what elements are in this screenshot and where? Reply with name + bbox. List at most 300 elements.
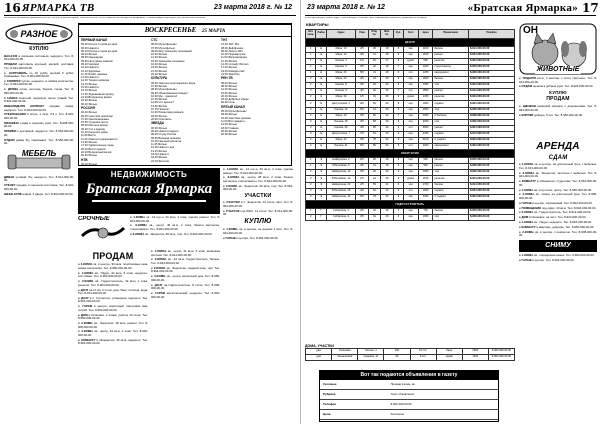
classified-ad [519, 172, 597, 179]
table-cell: 31 [368, 70, 381, 76]
ad-keyword: ОПИЛКИ [4, 129, 18, 134]
masthead-right: «Братская Ярмарка» [467, 2, 578, 15]
ad-text: в п. Энергетик, 10 соток, свет. Тел. 8-904-000-00-00. [223, 200, 293, 209]
ad-text: кв., 12 м.р-н, 33 кв.м, 4 этаж, сделан ремонт. Тел. 8-914-000-00-00. [130, 216, 220, 223]
tv-listing: 09.20 Сто к одному [81, 127, 105, 131]
tv-listing: 06.00 Фильм [151, 126, 167, 130]
mebel-ads-list [4, 176, 74, 196]
table-cell: 6 [393, 83, 403, 89]
ad-keyword: ● КОМНАТУ [78, 337, 97, 342]
table-cell: 30 [381, 101, 394, 107]
table-cell: Чекановский [332, 355, 358, 361]
table-cell: 17 [381, 58, 394, 64]
tv-listing: 11.20 Смеяться разрешается [81, 137, 118, 141]
rent-ads-list [519, 163, 597, 238]
table-cell: 2 [306, 176, 316, 182]
table-cell: Ц [316, 46, 326, 52]
sample-ad-label: Срочные [323, 381, 337, 386]
table-cell: Мира, 20 [326, 70, 355, 76]
tv-listing: 09.00 Непутевые заметки [81, 59, 113, 63]
table-cell: 8-964-000-00-00 [468, 194, 514, 200]
rent-heading: АРЕНДА [536, 141, 580, 152]
table-cell: Ц [316, 89, 326, 95]
animals-on-label: ОН [523, 25, 538, 36]
tv-listing: 13.15 Фильм [81, 82, 97, 86]
table-cell: 64 [368, 131, 381, 137]
ad-text: котят, 2 месяца, к лотку приучены. Тел. 8-914-000-00-00. [519, 76, 597, 84]
table-cell: 29 [381, 176, 394, 182]
table-cell: хор. [404, 164, 419, 170]
tv-listing: 16.00 Фильм [221, 91, 237, 95]
ad-keyword: ● ГАРАЖ [519, 257, 533, 262]
tv-column [81, 38, 149, 166]
table-cell: дом [306, 355, 332, 361]
classified-ad [151, 292, 220, 299]
tv-listing: 06.00 Новости [81, 46, 99, 50]
table-cell: 3 [306, 119, 316, 125]
table-cell: отл. [404, 125, 419, 131]
ad-text: в квартире, девушке. Тел. 8-950-000-00-00. [536, 225, 595, 230]
table-cell: 1 [306, 158, 316, 164]
table-header-row [306, 29, 515, 38]
table-row [306, 355, 515, 361]
table-cell: 6 [393, 77, 403, 83]
tv-listing: 20.00 Спектакль [151, 117, 172, 121]
district-name: ЦЕНТР [306, 38, 515, 46]
tv-listing: 10.20 Фильм [151, 53, 167, 57]
table-cell: Ц [316, 77, 326, 83]
table-column-header: Кух. [393, 29, 403, 38]
ad-keyword: ● ДРОВА [4, 87, 20, 92]
table-cell: 1250 [418, 70, 433, 76]
table-cell: 1450 [418, 95, 433, 101]
ad-keyword: ● КОРОВУ [519, 112, 535, 117]
table-cell: 1100 [418, 46, 433, 52]
table-cell: решетки [433, 95, 469, 101]
table-cell: 900 [418, 158, 433, 164]
table-cell: 8-908-000-00-00 [468, 164, 514, 170]
classified-ad [223, 210, 293, 217]
classified-ad [519, 77, 597, 84]
srochnye-ads [130, 216, 220, 250]
table-cell: 1 [306, 208, 316, 214]
table-cell: 6 [393, 58, 403, 64]
table-cell: Э [316, 194, 326, 200]
classified-ad [519, 193, 597, 200]
tv-listing: 04.40 Фильм [81, 111, 97, 115]
table-column-header: Общ. пл. [368, 29, 381, 38]
table-cell: евроремонт [433, 70, 469, 76]
table-cell: 8-964-000-00-00 [468, 144, 514, 150]
mebel-banner [4, 149, 74, 173]
table-cell: Наймушина, 10 [326, 170, 355, 176]
table-cell: ремонт [433, 89, 469, 95]
tv-listing: 13.00 Новости дня [151, 146, 175, 150]
classified-ad [4, 88, 74, 95]
ad-keyword: ● ГАРАЖ [519, 200, 533, 205]
table-cell: 52 [381, 194, 394, 200]
tv-listing: 08.00 Фильм [221, 113, 237, 117]
table-cell: 2450 [418, 131, 433, 137]
table-cell: Мира, 12 [326, 52, 355, 58]
table-cell: торг [433, 119, 469, 125]
table-cell: 8-914-000-00-00 [468, 182, 514, 188]
ad-keyword: ● 1-КОМН. [223, 168, 241, 171]
tv-listing: 08.00 Деффчонки [221, 46, 244, 50]
table-cell: 60 [368, 113, 381, 119]
table-cell: 1/5 [356, 95, 369, 101]
ad-text: диван б/у, самовывоз. Тел. 8-950-000-00-00. [4, 137, 74, 146]
table-body [306, 38, 515, 220]
srochnye-ads-list [130, 216, 220, 236]
table-cell: Сибирская, 3 [326, 208, 355, 214]
table-cell: Ленина, 3 [326, 58, 355, 64]
raznoe-title: РАЗНОЕ [20, 28, 58, 39]
classified-ad [4, 80, 74, 87]
sample-ad-title: Вот так подаются объявления в газету [320, 371, 498, 380]
snimu-ads-list [519, 254, 597, 262]
kuplu-heading: КУПЛЮ [244, 218, 272, 226]
ad-text: новый, 3 двери. Тел. 8-964-000-00-00. [22, 191, 74, 196]
table-column-header: Район [316, 29, 326, 38]
table-cell: 8-902-000-00-00 [468, 119, 514, 125]
table-cell: отл. [404, 70, 419, 76]
ad-keyword: ● 3-КОМН. [130, 231, 146, 236]
ad-text: перегной, чернозем, песок, гравий. Тел. 8-902-000-00-00. [4, 95, 74, 104]
district-name: ЭНЕРГЕТИК [306, 150, 515, 158]
table-cell: 2 [306, 107, 316, 113]
sample-ad-row [320, 400, 498, 410]
table-cell: 9 [393, 138, 403, 144]
sample-ad-row [320, 390, 498, 400]
table-cell: 2 лоджии [433, 194, 469, 200]
table-cell: Ц [316, 113, 326, 119]
tv-listing: 15.00 Новости [81, 86, 99, 90]
table-cell: хор. [404, 170, 419, 176]
table-cell: 1 [306, 64, 316, 70]
table-cell: Кирова, 5 [326, 64, 355, 70]
table-cell: 1900 [418, 101, 433, 107]
table-cell: 30 [368, 208, 381, 214]
table-cell: балкон [433, 182, 469, 188]
table-cell: 750 [418, 208, 433, 214]
table-cell: 8-914-000-00-00 [468, 46, 514, 52]
tv-listing: 20.00 Фильм [221, 129, 237, 133]
ad-keyword: ● ДАЧУ [78, 287, 90, 292]
tv-listing: 15.15 Пешком... [151, 108, 171, 111]
table-cell: 52 [381, 138, 394, 144]
table-cell: хор. [404, 52, 419, 58]
table-cell: 58 [368, 119, 381, 125]
table-cell: 50 [368, 101, 381, 107]
ad-text: с доставкой, недорого. Тел. 8-964-000-00-00. [4, 129, 74, 137]
ad-text: щенков в добрые руки. Тел. 8-924-000-00-00. [532, 84, 594, 89]
table-cell: Э [316, 158, 326, 164]
ad-keyword: ОТДАМ [4, 137, 17, 142]
table-cell: 8-950-000-00-00 [468, 158, 514, 164]
table-cell: 8-902-000-00-00 [488, 349, 514, 355]
table-cell: 18 [381, 164, 394, 170]
tv-listing: 23.20 Фильм [151, 72, 167, 76]
tv-listing: 13.15 Фильм [151, 149, 167, 153]
tv-listing: 22.00 Воскресный вечер [81, 150, 112, 154]
tv-listing: 12.00 Новости [81, 76, 99, 80]
table-cell: Э [316, 182, 326, 188]
ad-text: кв. в центре, не дороже 1 млн. Тел. 8-924-000-00-00. [223, 227, 293, 235]
classified-ad [519, 85, 597, 89]
table-cell: 18 [381, 158, 394, 164]
tv-listing: 05.00 Фильм [221, 81, 237, 85]
classified-ad [78, 289, 148, 296]
classified-ad [519, 231, 597, 238]
table-cell: лоджия [433, 188, 469, 194]
table-cell: 1650 [418, 83, 433, 89]
classified-ad [130, 233, 220, 237]
table-cell: Г [316, 208, 326, 214]
animals-prodam-heading: ПРОДАМ [546, 96, 570, 103]
ad-keyword: ● 1-КОМН. [78, 262, 94, 267]
ad-text: куплю, недорого, в любом количестве. Тел. 8-964-000-00-00. [4, 78, 74, 87]
table-cell: 46 [368, 89, 381, 95]
ad-text: кв., центр, 45 кв.м, 2 этаж, балкон застеклен, стеклопакеты. Тел. 8-924-000-00-00. [223, 175, 293, 183]
ad-keyword: ● 1-КОМН. [151, 250, 168, 253]
prodam-column-2 [151, 250, 220, 422]
table-cell: 3/5 [356, 64, 369, 70]
houses-block [305, 344, 515, 368]
sample-ad-value: бесплатно [390, 411, 405, 416]
classified-ad [78, 314, 148, 321]
table-cell: 3/5 [356, 113, 369, 119]
ad-keyword: ● ЩЕНКОВ [519, 104, 538, 109]
table-cell: 2/5 [356, 46, 369, 52]
table-cell: хор. [404, 46, 419, 52]
ad-keyword: ● 1-КОМН. [223, 227, 240, 232]
raznoe-kuplu-heading: КУПЛЮ [29, 46, 49, 52]
ad-keyword: ● ДОМ [519, 215, 530, 220]
table-cell: 6 [393, 52, 403, 58]
houses-table-body [306, 349, 515, 361]
classified-ad [78, 330, 148, 337]
tv-listing: 00.40 Фильм [81, 102, 97, 106]
tv-listing: 19.00 Комеди клаб [221, 69, 245, 73]
table-cell: 950 [418, 58, 433, 64]
table-cell: Мира, 30 [326, 95, 355, 101]
table-cell: Э [316, 176, 326, 182]
table-cell: 1800 [418, 89, 433, 95]
uchastki-ads-list [223, 201, 293, 216]
table-cell: 8-924-000-00-00 [468, 52, 514, 58]
table-column-header: Адрес [326, 29, 355, 38]
table-cell: 9 [393, 101, 403, 107]
table-cell: Лесная, 4 [358, 349, 384, 355]
classified-ad [78, 322, 148, 329]
table-cell: Ц [316, 52, 326, 58]
table-cell: 8-902-000-00-00 [468, 170, 514, 176]
table-cell: балкон [433, 158, 469, 164]
table-cell: Ц [316, 119, 326, 125]
table-cell: 7/9 [356, 131, 369, 137]
table-cell: 8-950-000-00-00 [468, 107, 514, 113]
tv-listing: 17.00 Фильм [221, 66, 237, 70]
ad-keyword: ● УЧАСТОК [223, 200, 241, 205]
table-cell: Э [316, 170, 326, 176]
ad-text: кв. в центре, 30 кв.м, пластиковые окна, новая сантехника. Тел. 8-950-000-00-00. [78, 262, 148, 270]
table-cell: евроремонт [433, 144, 469, 150]
table-cell: гараж [436, 355, 462, 361]
logo-underline [92, 200, 206, 202]
tv-listing: 09.25 Обыкновенный концерт [151, 91, 189, 95]
ad-text: в Осиновке, 2 этажа, участок 10 соток. Тел. 8-950-000-00-00. [78, 312, 148, 321]
district-group-row [306, 150, 515, 158]
tv-listing: 19.00 Фильм [151, 66, 167, 70]
table-cell: 18 [381, 64, 394, 70]
table-cell: 65 [368, 125, 381, 131]
ad-text: кв., Энергетик, средний этаж, торг. Тел. 8-964-000-00-00. [151, 265, 220, 274]
table-cell: 4/9 [356, 125, 369, 131]
table-cell: 3 [306, 125, 316, 131]
animals-banner [519, 23, 597, 75]
table-cell: 4 [306, 138, 316, 144]
table-cell: 1200 [418, 64, 433, 70]
table-cell: 2/5 [356, 208, 369, 214]
table-cell: Мира, 10 [326, 46, 355, 52]
tv-listing: 00.00 Соль [221, 101, 235, 105]
classified-ad [4, 97, 74, 104]
snimu-banner [519, 240, 597, 252]
ad-text: под офис, 40 кв.м. Тел. 8-904-000-00-00. [541, 205, 597, 210]
table-cell: 8-908-000-00-00 [468, 214, 514, 220]
ad-keyword: ● СОЛЯРКУ [4, 78, 22, 83]
table-cell: 6 [393, 176, 403, 182]
prodam-ads-list [78, 263, 148, 346]
tv-listing: 16.30 Романтика романса [151, 111, 184, 115]
tv-listing: 15.00 Уральские пельмени [151, 59, 185, 63]
tv-listing: 09.00 Шоу Уральских пельменей [151, 49, 192, 53]
table-cell: 8-902-000-00-00 [468, 77, 514, 83]
tv-listing: 12.55 Что делать? [151, 101, 174, 105]
sample-ad-value: Продам 1-комн. кв. [390, 381, 416, 386]
table-cell: торг [433, 214, 469, 220]
right-page [300, 0, 600, 424]
tv-listing: 12.00 Фильм [221, 123, 237, 127]
table-cell: Г [316, 214, 326, 220]
ad-text: кв., Энергетик, 60 кв.м, торг. Тел. 8-964-000-00-00. [223, 183, 293, 192]
ad-keyword: ● 2-КОМН. [151, 257, 168, 262]
table-cell: 8-908-000-00-00 [468, 113, 514, 119]
table-cell: хор. [404, 138, 419, 144]
table-cell: 59 [368, 182, 381, 188]
table-cell: хор. [404, 113, 419, 119]
table-cell: 2 лоджии [433, 138, 469, 144]
ad-text: картофель крупный, мелкий, доставка. Тел. 8-924-000-00-00. [4, 62, 74, 70]
classified-ad [151, 258, 220, 265]
tv-listing: 06.10 Россия от края до края [81, 49, 118, 53]
table-cell: 2/5 [356, 77, 369, 83]
table-cell: 3/5 [356, 214, 369, 220]
table-cell: 4/5 [356, 164, 369, 170]
table-cell: 78 [368, 138, 381, 144]
subheader-note-right: В таблицах указаны: район, адрес, этаж, площадь, состояние, цена. Информацию уточняйте у продавцов по телефону. [305, 17, 427, 19]
tv-listing: 07.35 Мультфильм [151, 46, 175, 50]
table-cell: 32 [368, 64, 381, 70]
tv-listing: 10.45 Научный детектив [151, 139, 182, 143]
table-cell: 29 [381, 214, 394, 220]
tv-channel-name: СТС [151, 37, 158, 42]
tv-listing: 05.00 Фильм [81, 162, 97, 166]
table-cell: торг [433, 170, 469, 176]
table-cell: Ц [316, 107, 326, 113]
tv-listing: 20.00 Вести недели [81, 147, 106, 151]
apartments-table-title: КВАРТИРЫ [306, 23, 329, 27]
classified-ad [130, 224, 220, 231]
classified-ad [151, 284, 220, 291]
table-cell: 1150 [418, 52, 433, 58]
ad-keyword: ● ГАРАЖ [151, 290, 167, 295]
table-cell: стеклопакеты [433, 64, 469, 70]
table-cell: 8-914-000-00-00 [468, 89, 514, 95]
tv-listing: 08.30 Фильм [221, 84, 237, 88]
ad-keyword: ● КОМНАТУ [519, 179, 537, 184]
table-cell: 2 [306, 170, 316, 176]
table-cell: 6 [393, 95, 403, 101]
table-cell: 8-924-000-00-00 [468, 188, 514, 194]
ad-keyword: ● ГАРАЖ [78, 304, 95, 309]
table-cell: 1 [306, 52, 316, 58]
table-cell: хор. [404, 64, 419, 70]
tv-column [151, 38, 219, 166]
table-cell: удовл. [404, 58, 419, 64]
classified-ad [223, 228, 293, 235]
tv-listing: 22.30 Фильм [81, 99, 97, 103]
mebel-title: МЕБЕЛЬ [21, 148, 57, 158]
table-row [306, 214, 515, 220]
ad-keyword: ● КАРТОФЕЛЬ [4, 70, 30, 75]
sample-ad-row [320, 380, 498, 390]
ad-text: в хорошем состоянии, недорого. Тел. 8-914-000-00-00. [4, 53, 74, 62]
table-cell: 2200 [418, 119, 433, 125]
animals-ads-list [519, 77, 597, 89]
table-cell: Юбилейная, 12 [326, 176, 355, 182]
table-cell: 4 [306, 144, 316, 150]
tv-listing: 22.00 Фетисов [151, 159, 169, 163]
ad-text: кв., центр, 64 кв.м, 3 этаж. Тел. 8-902-000-00-00. [78, 329, 148, 338]
ad-text: в общежитии, 18 кв.м, недорого. Тел. 8-904-000-00-00. [78, 337, 148, 346]
table-cell: 40 [381, 119, 394, 125]
table-cell: 2/9 [356, 101, 369, 107]
district-name: ГИДРОСТРОИТЕЛЬ [306, 200, 515, 208]
table-cell: 80 [368, 144, 381, 150]
table-cell: 29 [381, 107, 394, 113]
ad-text: кв., Энергетик, частично с мебелью. Тел. 8-924-000-00-00. [519, 170, 597, 179]
table-cell: 2600 [418, 125, 433, 131]
table-cell: 5/9 [356, 194, 369, 200]
table-cell: 78 [368, 194, 381, 200]
tv-listing: 10.00 Перезагрузка [221, 53, 246, 57]
tv-listing: 18.00 Новости [151, 153, 169, 157]
ad-text: в центре, кирпичный, смотровая яма, погреб. Тел. 8-964-000-00-00. [78, 304, 148, 312]
ad-keyword: ● 2-КОМН. [519, 229, 536, 234]
tv-listing: 12.00 Фильм [221, 59, 237, 63]
tv-listing: 05.30 Россия от края до края [81, 43, 118, 47]
ad-text: в общежитии, студентам. Тел. 8-964-000-00-00. [519, 179, 597, 187]
table-cell: 8-964-000-00-00 [468, 101, 514, 107]
table-cell: 18 [381, 46, 394, 52]
table-cell: 6 [393, 182, 403, 188]
sample-ad-value: Текст объявления [390, 391, 415, 396]
tv-listing: 09.55 Военная приемка [151, 136, 181, 140]
classified-ad [223, 168, 293, 175]
tv-channel-name: ЗВЕЗДА [151, 121, 164, 126]
